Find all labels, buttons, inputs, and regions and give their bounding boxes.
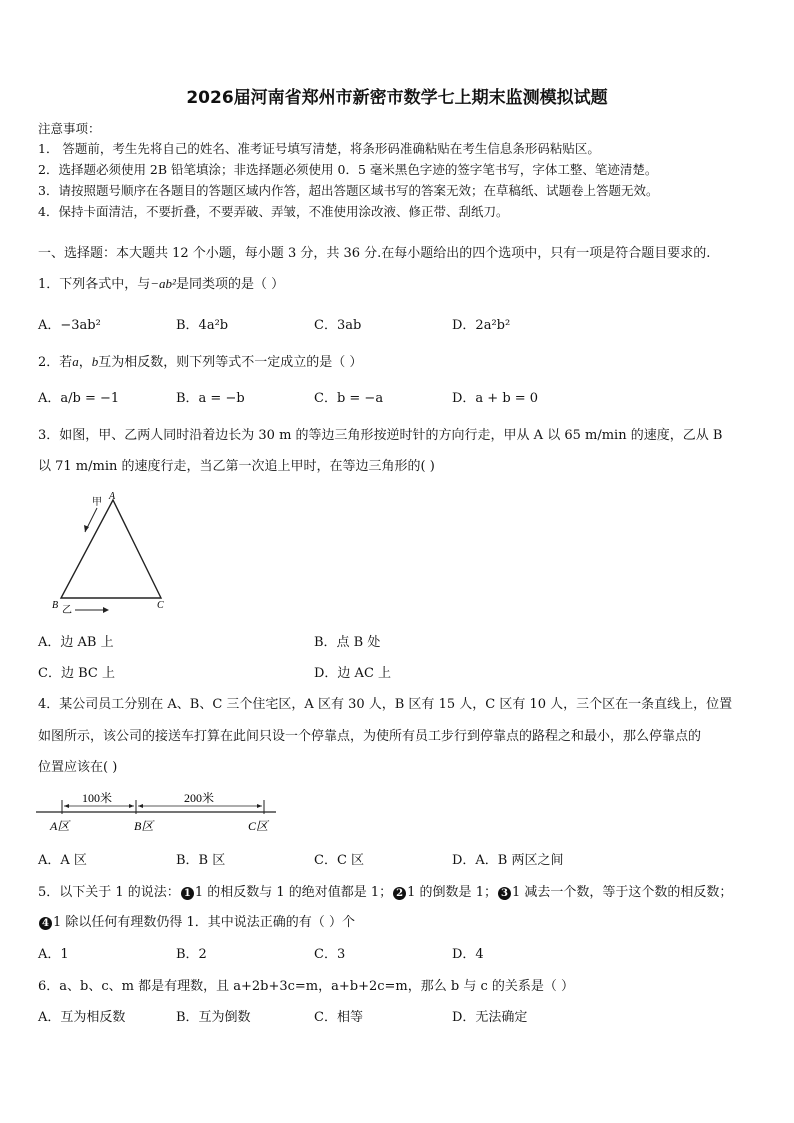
q2-option-b: B．a = −b xyxy=(176,391,245,406)
question-5-line-2: 4 1 除以任何有理数仍得 1．其中说法正确的有（ ）个 xyxy=(38,915,355,931)
label-c-zone: C区 xyxy=(248,819,269,833)
label-b: B xyxy=(52,600,59,611)
q2-option-c: C．b = −a xyxy=(314,391,384,406)
note-item: 4．保持卡面清洁，不要折叠，不要弄破、弄皱，不准使用涂改液、修正带、刮纸刀。 xyxy=(38,204,509,219)
label-a: A xyxy=(109,491,116,502)
q4-option-b: B．B 区 xyxy=(176,853,226,868)
q1-option-a: A．−3ab² xyxy=(38,318,101,333)
circled-number-2: 2 xyxy=(393,887,406,900)
question-4-line-1: 4．某公司员工分别在 A、B、C 三个住宅区，A 区有 30 人，B 区有 15 人，C 区有 10 人，三个区在一条直线上，位置 xyxy=(38,697,733,712)
label-jia: 甲 xyxy=(92,497,102,508)
q3-option-b: B．点 B 处 xyxy=(314,635,381,650)
question-6-stem: 6．a、b、c、m 都是有理数，且 a+2b+3c=m，a+b+2c=m，那么 b 与 c 的关系是（ ） xyxy=(38,979,575,994)
question-4-line-2: 如图所示，该公司的接送车打算在此间只设一个停靠点，为使所有员工步行到停靠点的路程之和最小，那么停靠点的 xyxy=(38,729,702,744)
section-heading: 一、选择题：本大题共 12 个小题，每小题 3 分，共 36 分.在每小题给出的四个选项中，只有一项是符合题目要求的. xyxy=(38,246,711,261)
circled-number-4: 4 xyxy=(39,917,52,930)
q6-option-c: C．相等 xyxy=(314,1010,363,1025)
q5-option-c: C．3 xyxy=(314,947,346,962)
note-item: 1． 答题前，考生先将自己的姓名、准考证号填写清楚，将条形码准确粘贴在考生信息条形码粘贴区。 xyxy=(38,141,600,156)
label-b-zone: B区 xyxy=(134,819,154,833)
q1-option-b: B．4a²b xyxy=(176,318,229,333)
triangle-figure xyxy=(45,488,175,618)
q5-option-b: B．2 xyxy=(176,947,207,962)
q3-option-d: D．边 AC 上 xyxy=(314,666,392,681)
q3-option-a: A．边 AB 上 xyxy=(38,635,114,650)
q6-option-a: A．互为相反数 xyxy=(38,1010,126,1025)
q4-option-a: A．A 区 xyxy=(38,853,87,868)
distance-bc: 200米 xyxy=(184,791,215,805)
q1-option-c: C．3ab xyxy=(314,318,362,333)
q4-option-c: C．C 区 xyxy=(314,853,365,868)
q5-option-d: D．4 xyxy=(452,947,484,962)
note-item: 3．请按照题号顺序在各题目的答题区域内作答，超出答题区域书写的答案无效；在草稿纸、试题卷上答题无效。 xyxy=(38,183,659,198)
q5-option-a: A．1 xyxy=(38,947,69,962)
question-5-line-1: 5．以下关于 1 的说法： 1 1 的相反数与 1 的绝对值都是 1； 2 1 的倒数是 1； 3 1 减去一个数，等于这个数的相反数； xyxy=(38,885,733,900)
q3-option-c: C．边 BC 上 xyxy=(38,666,115,681)
q2-option-a: A．a/b = −1 xyxy=(38,391,120,406)
q6-option-d: D．无法确定 xyxy=(452,1010,528,1025)
q1-expression: −ab² xyxy=(150,276,176,291)
notes-heading: 注意事项： xyxy=(38,121,101,136)
page-title: 2026届河南省郑州市新密市数学七上期末监测模拟试题 xyxy=(186,88,608,108)
q6-option-b: B．互为倒数 xyxy=(176,1010,251,1025)
question-2-stem: 2．若a，b互为相反数，则下列等式不一定成立的是（ ） xyxy=(38,354,363,370)
triangle-abc xyxy=(61,500,161,598)
question-3-line-1: 3．如图，甲、乙两人同时沿着边长为 30 m 的等边三角形按逆时针的方向行走，甲从 A 以 65 m/min 的速度，乙从 B xyxy=(38,428,723,443)
distance-ab: 100米 xyxy=(82,791,113,805)
question-3-line-2: 以 71 m/min 的速度行走，当乙第一次追上甲时，在等边三角形的( ) xyxy=(38,459,435,474)
label-yi: 乙 xyxy=(62,605,72,616)
label-a-zone: A区 xyxy=(50,819,70,833)
q1-option-d: D．2a²b² xyxy=(452,318,511,333)
question-1-stem: 1．下列各式中，与−ab²是同类项的是（ ） xyxy=(38,276,285,292)
q4-option-d: D．A．B 两区之间 xyxy=(452,853,564,868)
question-4-line-3: 位置应该在( ) xyxy=(38,760,118,775)
number-line-figure xyxy=(36,786,281,838)
note-item: 2．选择题必须使用 2B 铅笔填涂；非选择题必须使用 0．5 毫米黑色字迹的签字笔书写，字体工整、笔迹清楚。 xyxy=(38,162,658,177)
circled-number-3: 3 xyxy=(498,887,511,900)
label-c: C xyxy=(157,600,164,611)
circled-number-1: 1 xyxy=(181,887,194,900)
q2-option-d: D．a + b = 0 xyxy=(452,391,539,406)
